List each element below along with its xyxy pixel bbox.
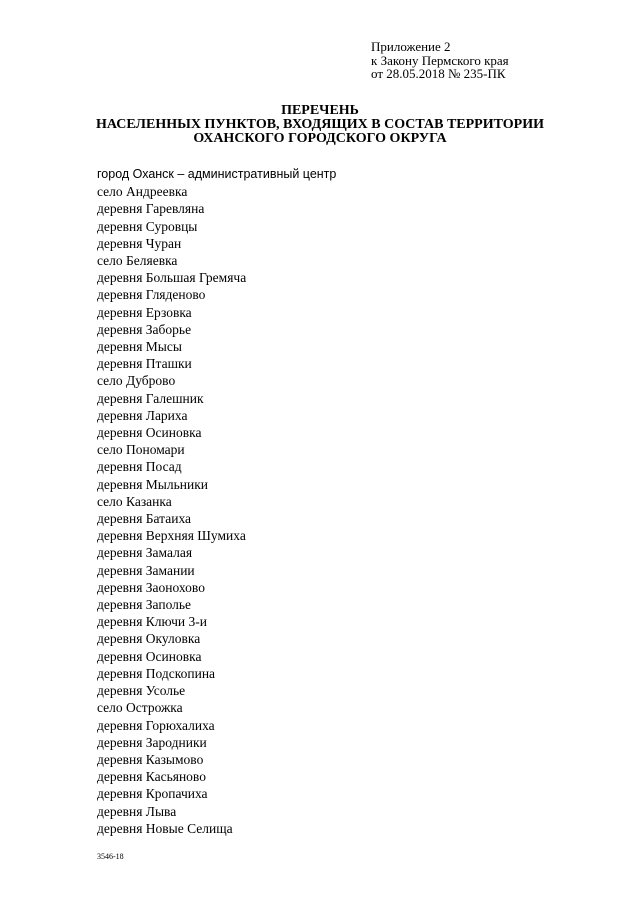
settlement-item: деревня Новые Селища (97, 820, 233, 836)
title-line-1: ПЕРЕЧЕНЬ (281, 103, 359, 118)
title-line-3: ОХАНСКОГО ГОРОДСКОГО ОКРУГА (193, 131, 447, 146)
settlement-item: деревня Осиновка (97, 425, 202, 441)
settlement-list (97, 166, 336, 837)
settlement-item: деревня Большая Гремяча (97, 270, 247, 286)
settlement-item: деревня Заполье (97, 597, 192, 613)
appendix-law-reference: к Закону Пермского края (371, 52, 509, 68)
settlement-item: деревня Зародники (97, 734, 207, 750)
settlement-item: город Оханск – административный центр (97, 167, 337, 181)
settlement-item: деревня Касьяново (97, 769, 206, 785)
document-title (0, 104, 640, 146)
settlement-item: деревня Замалая (97, 545, 193, 561)
settlement-item: деревня Усолье (97, 683, 186, 699)
settlement-item: село Острожка (97, 700, 183, 716)
appendix-number: Приложение 2 (371, 39, 451, 54)
appendix-header (371, 40, 509, 81)
settlement-item: деревня Лариха (97, 407, 188, 423)
appendix-law-date: от 28.05.2018 № 235-ПК (371, 66, 506, 81)
settlement-item: деревня Заонохово (97, 579, 205, 595)
settlement-item: деревня Осиновка (97, 648, 202, 664)
settlement-item: деревня Чуран (97, 235, 182, 251)
settlement-item: село Казанка (97, 493, 172, 509)
settlement-item: деревня Окуловка (97, 631, 201, 647)
settlement-item: деревня Горюхалиха (97, 717, 215, 733)
settlement-item: деревня Ерзовка (97, 304, 192, 320)
settlement-item: деревня Суровцы (97, 218, 198, 234)
settlement-item: деревня Лыва (97, 803, 177, 819)
settlement-item: деревня Подскопина (97, 665, 216, 681)
settlement-item: деревня Мыльники (97, 476, 208, 492)
settlement-item: деревня Батаиха (97, 511, 192, 527)
settlement-item: село Пономари (97, 442, 185, 458)
settlement-item: деревня Заборье (97, 321, 192, 337)
settlement-item: деревня Казымово (97, 751, 204, 767)
settlement-item: село Беляевка (97, 253, 178, 269)
settlement-item: деревня Мысы (97, 339, 182, 355)
settlement-item: деревня Ключи 3-и (97, 614, 207, 630)
settlement-item: деревня Гаревляна (97, 201, 205, 217)
settlement-item: деревня Пташки (97, 356, 192, 372)
settlement-item: деревня Замании (97, 562, 195, 578)
document-number: 3546-18 (97, 852, 124, 861)
title-line-2: НАСЕЛЕННЫХ ПУНКТОВ, ВХОДЯЩИХ В СОСТАВ ТЕРРИТОРИИ (95, 117, 544, 132)
settlement-item: деревня Верхняя Шумиха (97, 528, 246, 544)
settlement-item: деревня Галешник (97, 390, 204, 406)
settlement-item: село Андреевка (97, 184, 188, 200)
settlement-item: деревня Посад (97, 459, 182, 475)
settlement-item: деревня Кропачиха (97, 786, 208, 802)
settlement-item: деревня Гляденово (97, 287, 206, 303)
settlement-item: село Дуброво (97, 373, 176, 389)
